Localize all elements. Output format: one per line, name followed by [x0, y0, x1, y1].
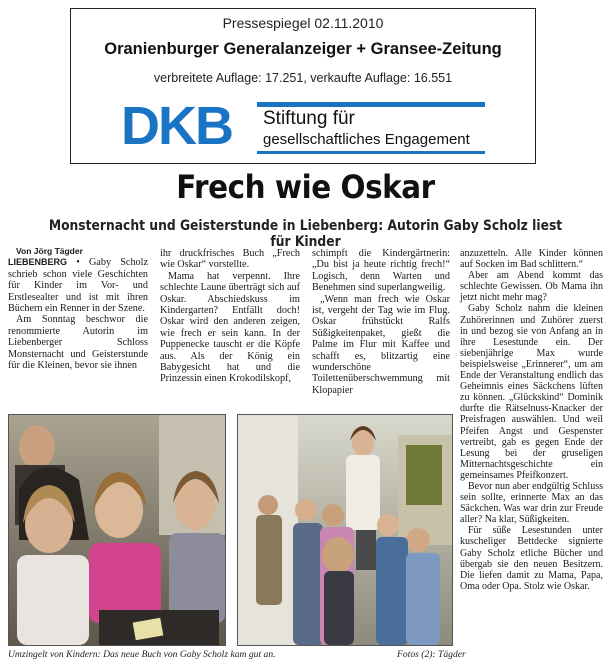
article-paragraph: Aber am Abend kommt das schlechte Gewissen. Ob Mama ihn jetzt nicht mehr mag? [460, 270, 603, 304]
article-column-1 [8, 246, 148, 371]
newspaper-name: Oranienburger Generalanzeiger + Gransee-Zeitung [104, 40, 502, 58]
article-paragraph: ihr druckfrisches Buch „Frech wie Oskar“ vorstellte. [160, 248, 300, 271]
logo-stripe-top [257, 102, 485, 107]
photo-caption: Umzingelt von Kindern: Das neue Buch von Gaby Scholz kam gut an. [8, 649, 276, 660]
circulation-info: verbreitete Auflage: 17.251, verkaufte Auflage: 16.551 [153, 71, 453, 85]
photo-credit: Fotos (2): Tägder [397, 649, 466, 660]
article-column-4 [460, 248, 603, 592]
photo-reading-session [237, 414, 453, 646]
article-byline: Von Jörg Tägder [16, 246, 83, 256]
press-review-date: Pressespiegel 02.11.2010 [222, 15, 384, 31]
article-column-2 [160, 248, 300, 385]
photo-reading-image [238, 415, 452, 645]
logo-stripe-bottom [257, 151, 485, 154]
article-paragraph: Gaby Scholz nahm die kleinen Zuhörerinnen und Zuhörer zuerst in und bezog sie von Anfang an in ihre Lesestunde ein. Der siebenjährige Max wurde beispielsweise „Erinnerer“, um am Ende der Veranstaltung endlich das Geheimnis eines Säckchens lüften zu können. „Glückskind“ Dominik durfte die Rätselnuss-Knacker der Preisfragen auswählen. Und weil Pfeifen Angst und Gespenster vertreibt, gab es gegen Ende der Lesung bei der gruseligen Mitternachtsgeschichte ein gemeinsames Pfeifkonzert. [460, 303, 603, 481]
dkb-logo-letters: DKB [121, 96, 232, 156]
article-paragraph: „Wenn man frech wie Oskar ist, vergeht der Tag wie im Flug. Oskar frühstückt Ralfs Süßigkeitenpaket, gießt die Palme im Flur mit Kaffee und schafft es, blitzartig eine wunderschöne Toilettenüberschwemmung mit Klopapier [312, 293, 450, 396]
article-paragraph: schimpft die Kindergärtnerin: „Du bist ja heute richtig frech!“ Logisch, denn Warten und Benehmen sind superlangweilig. [312, 248, 450, 294]
press-clipping-header [70, 8, 536, 164]
photo-children-image [9, 415, 225, 645]
article-paragraph [8, 257, 148, 314]
article-paragraph: Bevor nun aber endgültig Schluss sein sollte, erinnerte Max an das Säckchen. Was war drin zur Freude aller? Na klar, Süßigkeiten. [460, 480, 603, 526]
dkb-foundation-logo [121, 96, 491, 157]
article-headline: Frech wie Oskar [176, 168, 435, 206]
logo-text-line2: gesellschaftliches Engagement [263, 131, 470, 148]
article-subheadline: Monsternacht und Geisterstunde in Liebenberg: Autorin Gaby Scholz liest für Kinder [48, 218, 563, 250]
article-paragraph: anzuzetteln. Alle Kinder können auf Socken im Bad schlittern.“ [460, 248, 603, 271]
article-dateline: LIEBENBERG [8, 257, 68, 268]
paragraph-text: • Gaby Scholz schrieb schon viele Geschichten für Kinder im Vor- und Erstlesealter und ist mit ihren Büchern ein Renner in der Szene. [8, 257, 148, 315]
logo-text-line1: Stiftung für [263, 108, 355, 129]
article-column-3 [312, 248, 450, 396]
article-paragraph: Mama hat verpennt. Ihre schlechte Laune überträgt sich auf Oskar. Abschiedskuss im Kindergarten? Entfällt doch! Oskar wird den anderen zeigen, wie frech er sein kann. In der Puppenecke tauscht er die Köpfe aus. Als der König ein Babygesicht hat und die Prinzessin einen Krokodilskopf, [160, 270, 300, 385]
photo-children-with-book [8, 414, 226, 646]
article-paragraph: Für süße Lesestunden unter kuscheliger Bettdecke signierte Gaby Scholz etliche Bücher und übergab sie den neuen Besitzern. Die liefen damit zu Mama, Papa, Oma oder Opa. Stolz wie Oskar. [460, 525, 603, 592]
article-paragraph: Am Sonntag beschwor die renommierte Autorin im Liebenberger Schloss Monsternacht und Geisterstunde für die Kleinen, bevor sie ihnen [8, 314, 148, 372]
